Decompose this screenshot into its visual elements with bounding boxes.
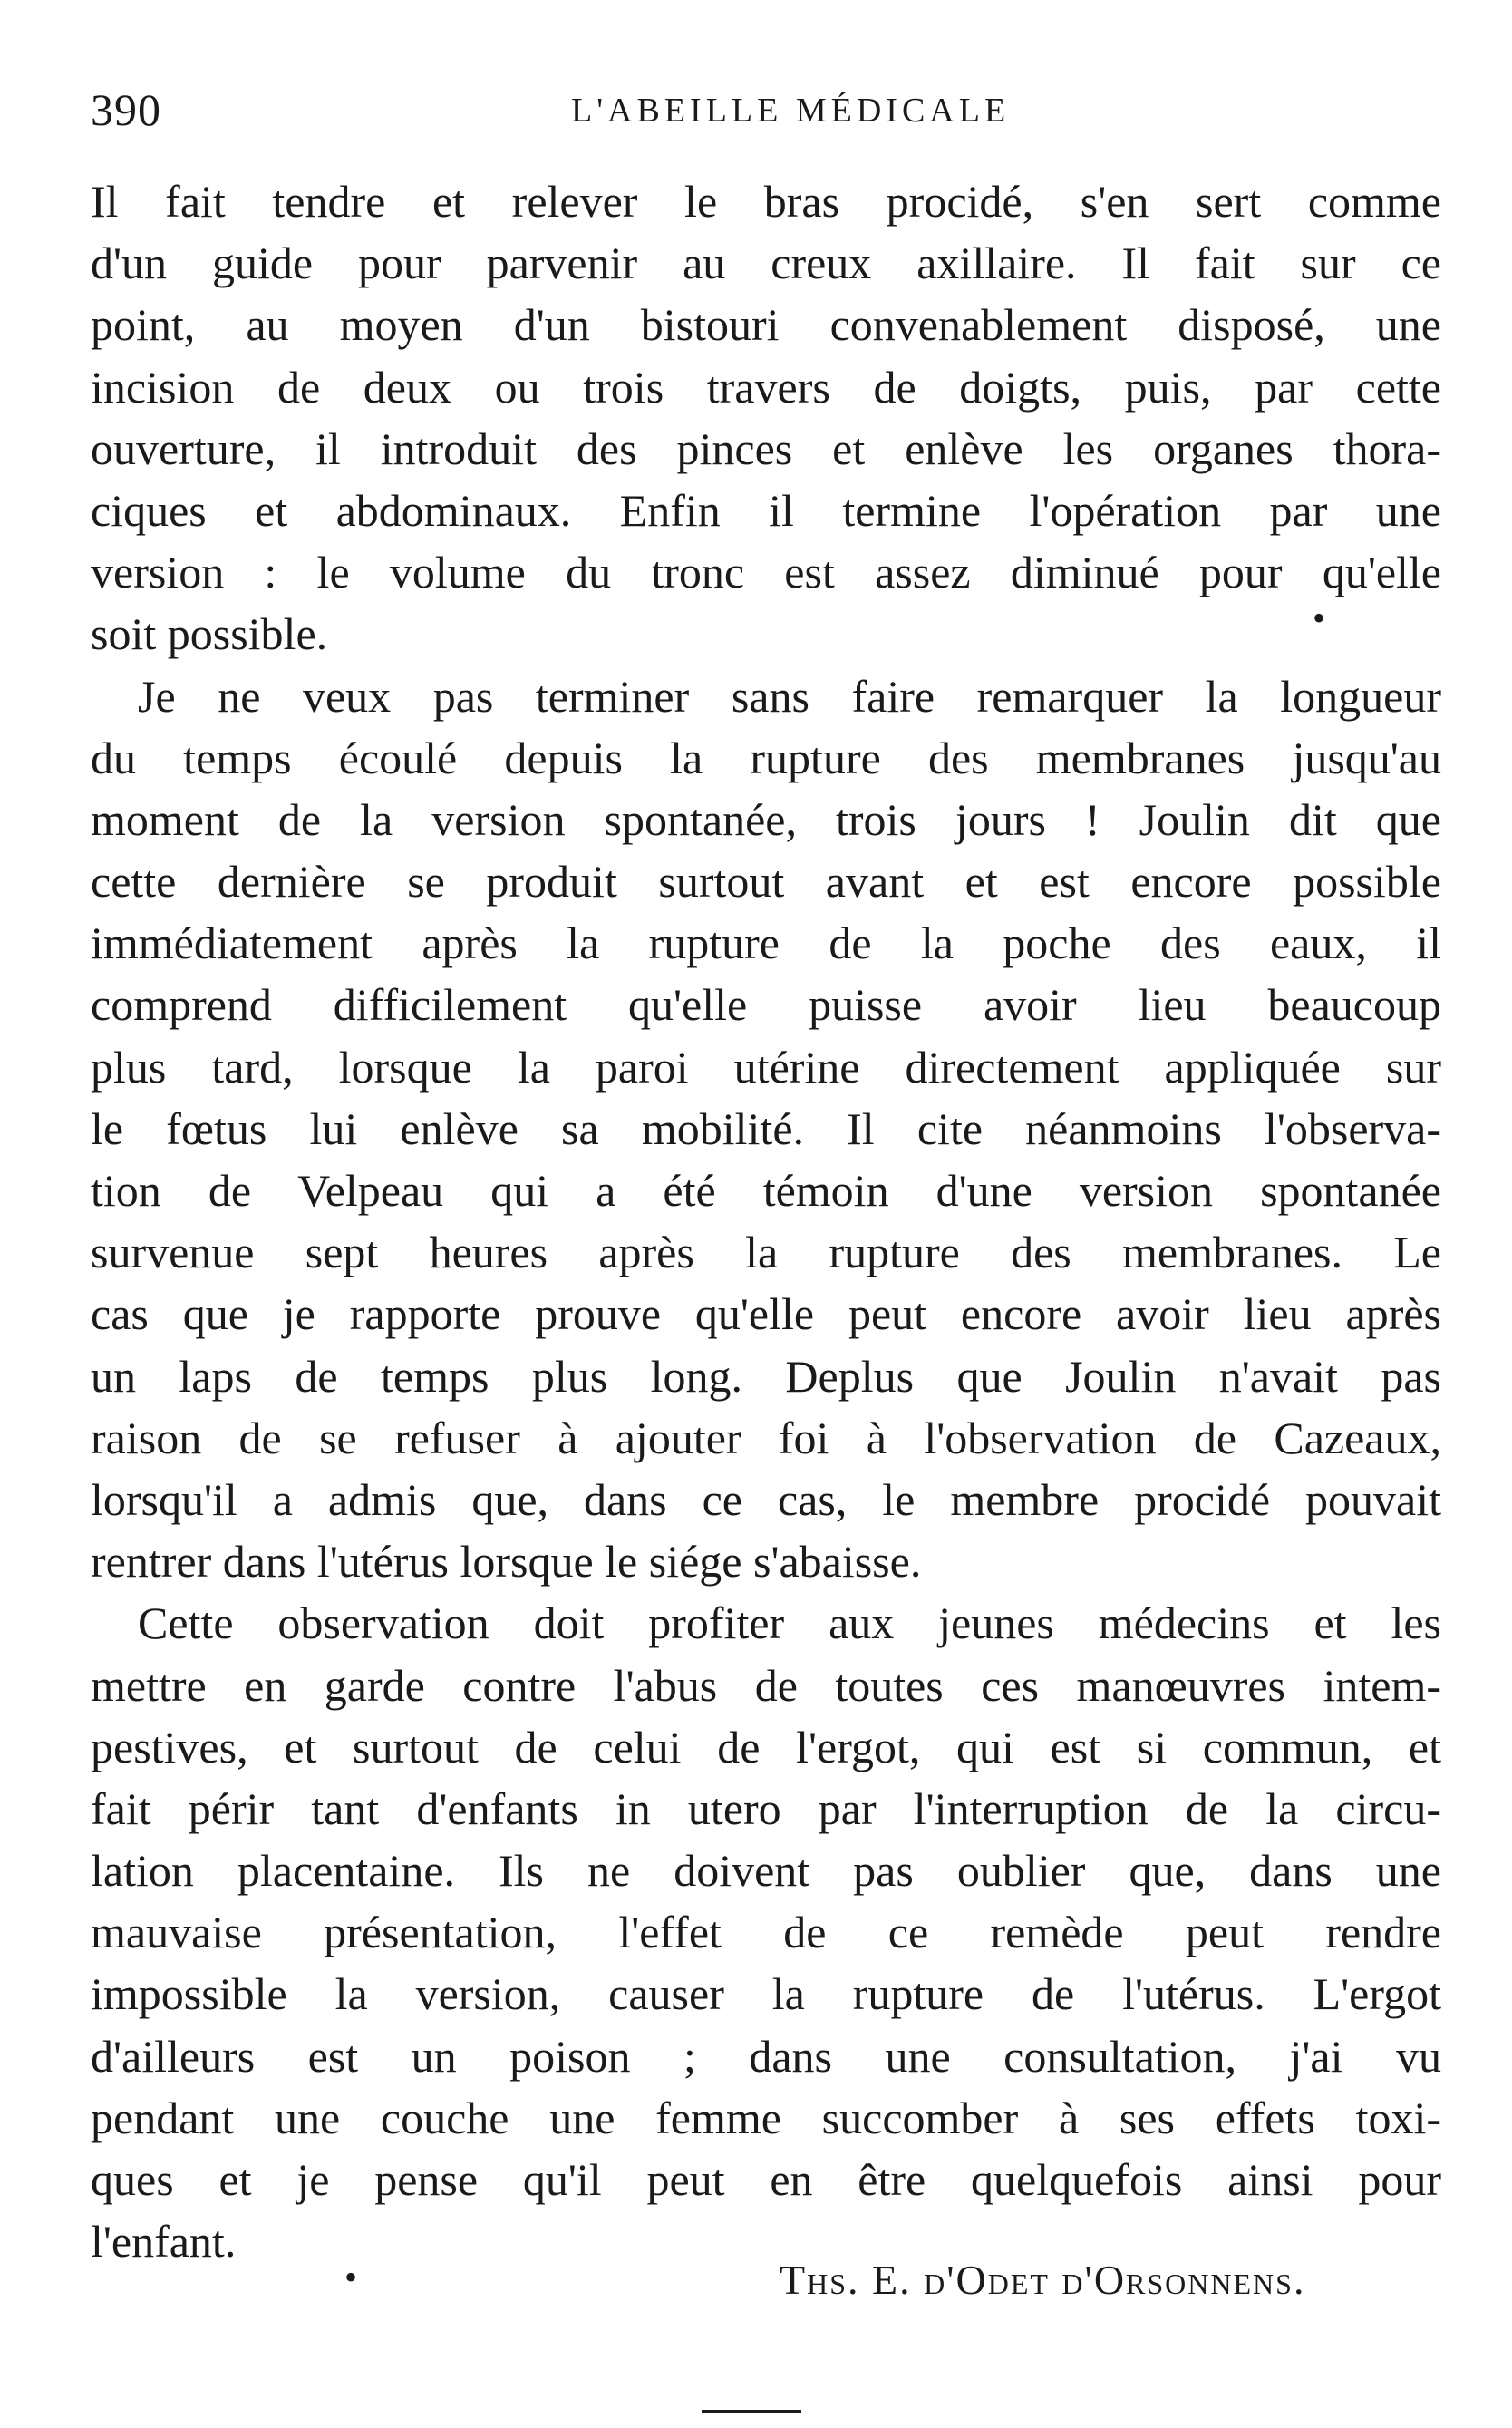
text-line: Je ne veux pas terminer sans faire remarquer la longueur <box>138 670 1441 722</box>
text-line: cette dernière se produit surtout avant et est encore possible <box>91 856 1441 908</box>
text-line: rentrer dans l'utérus lorsque le siége s'abaisse. <box>91 1536 922 1588</box>
author-signature: Ths. E. d'Odet d'Orsonnens. <box>780 2257 1306 2303</box>
text-line: mettre en garde contre l'abus de toutes ces manœuvres intem- <box>91 1659 1441 1711</box>
text-line: l'enfant. <box>91 2216 237 2268</box>
text-line: le fœtus lui enlève sa mobilité. Il cite néanmoins l'observa- <box>91 1102 1441 1154</box>
text-line: cas que je rapporte prouve qu'elle peut encore avoir lieu après <box>91 1288 1441 1340</box>
end-rule <box>702 2410 801 2413</box>
text-line: immédiatement après la rupture de la poche des eaux, il <box>91 918 1441 969</box>
text-line: impossible la version, causer la rupture de l'utérus. L'ergot <box>91 1968 1441 2020</box>
text-line: ciques et abdominaux. Enfin il termine l'opération par une <box>91 484 1441 536</box>
running-title: L'ABEILLE MÉDICALE <box>571 92 1011 130</box>
text-line: point, au moyen d'un bistouri convenablement disposé, une <box>91 299 1441 351</box>
text-line: raison de se refuser à ajouter foi à l'observation de Cazeaux, <box>91 1412 1441 1463</box>
text-line: lorsqu'il a admis que, dans ce cas, le membre procidé pouvait <box>91 1473 1441 1525</box>
text-line: moment de la version spontanée, trois jours ! Joulin dit que <box>91 793 1441 845</box>
text-line: du temps écoulé depuis la rupture des membranes jusqu'au <box>91 732 1441 783</box>
text-line: comprend difficilement qu'elle puisse avoir lieu beaucoup <box>91 979 1441 1031</box>
bullet-mark: • <box>344 2257 358 2297</box>
text-line: soit possible. <box>91 608 328 660</box>
text-line: plus tard, lorsque la paroi utérine directement appliquée sur <box>91 1041 1441 1093</box>
text-line: un laps de temps plus long. Deplus que Joulin n'avait pas <box>91 1350 1441 1402</box>
page-header <box>91 83 1450 138</box>
text-line: tion de Velpeau qui a été témoin d'une version spontanée <box>91 1165 1441 1216</box>
page-number: 390 <box>91 84 161 135</box>
text-line: fait périr tant d'enfants in utero par l'interruption de la circu- <box>91 1782 1441 1834</box>
body-text <box>91 170 1441 2272</box>
text-line: Il fait tendre et relever le bras procidé, s'en sert comme <box>91 176 1441 227</box>
text-line: ques et je pense qu'il peut en être quelquefois ainsi pour <box>91 2154 1441 2205</box>
text-line: d'un guide pour parvenir au creux axillaire. Il fait sur ce <box>91 238 1441 289</box>
text-line: mauvaise présentation, l'effet de ce remède peut rendre <box>91 1907 1441 1958</box>
text-line: pendant une couche une femme succomber à ses effets toxi- <box>91 2092 1441 2143</box>
text-line: version : le volume du tronc est assez diminué pour qu'elle <box>91 547 1441 598</box>
text-line: d'ailleurs est un poison ; dans une consultation, j'ai vu <box>91 2030 1441 2082</box>
text-line: Cette observation doit profiter aux jeunes médecins et les <box>138 1598 1441 1649</box>
text-line: ouverture, il introduit des pinces et enlève les organes thora- <box>91 422 1441 474</box>
text-line: survenue sept heures après la rupture des membranes. Le <box>91 1227 1441 1278</box>
text-line: lation placentaine. Ils ne doivent pas oublier que, dans une <box>91 1845 1441 1897</box>
text-line: pestives, et surtout de celui de l'ergot, qui est si commun, et <box>91 1721 1441 1772</box>
text-line: incision de deux ou trois travers de doigts, puis, par cette <box>91 361 1441 413</box>
stray-dot-mark: • <box>1313 597 1326 638</box>
